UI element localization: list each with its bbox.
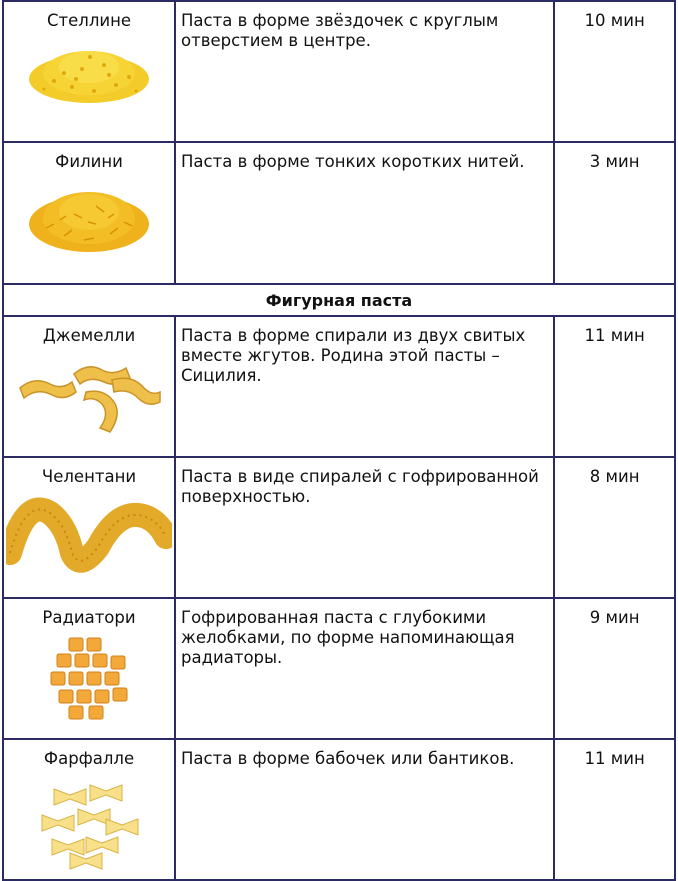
pasta-radiatori-icon xyxy=(39,634,139,724)
description-cell: Гофрированная паста с глубокими желобками, по форме напоминающая радиаторы. xyxy=(175,598,554,739)
name-cell xyxy=(3,1,175,142)
cooking-time-cell: 11 мин xyxy=(554,316,675,457)
table-row xyxy=(3,316,675,457)
pasta-name: Челентани xyxy=(41,467,137,486)
pasta-name: Джемелли xyxy=(42,326,136,345)
name-cell xyxy=(3,142,175,284)
section-title: Фигурная паста xyxy=(3,284,675,316)
cooking-time-cell: 8 мин xyxy=(554,457,675,598)
description-cell: Паста в форме спирали из двух свитых вместе жгутов. Родина этой пасты – Сицилия. xyxy=(175,316,554,457)
table-row xyxy=(3,142,675,284)
pasta-filini-icon xyxy=(24,178,154,258)
name-cell xyxy=(3,598,175,739)
cooking-time-cell: 11 мин xyxy=(554,739,675,880)
pasta-gemelli-icon xyxy=(14,352,164,442)
name-cell xyxy=(3,739,175,880)
pasta-stelline-icon xyxy=(24,37,154,109)
table-row xyxy=(3,598,675,739)
pasta-name: Филини xyxy=(55,152,123,171)
name-cell xyxy=(3,457,175,598)
pasta-table xyxy=(2,0,676,881)
description-cell: Паста в форме бабочек или бантиков. xyxy=(175,739,554,880)
pasta-cellentani-icon xyxy=(6,493,172,573)
name-cell xyxy=(3,316,175,457)
description-cell: Паста в виде спиралей с гофрированной поверхностью. xyxy=(175,457,554,598)
description-cell: Паста в форме звёздочек с круглым отверстием в центре. xyxy=(175,1,554,142)
pasta-farfalle-icon xyxy=(34,775,144,871)
table-row xyxy=(3,739,675,880)
section-row xyxy=(3,284,675,316)
cooking-time-cell: 10 мин xyxy=(554,1,675,142)
description-cell: Паста в форме тонких коротких нитей. xyxy=(175,142,554,284)
cooking-time-cell: 3 мин xyxy=(554,142,675,284)
table-row xyxy=(3,1,675,142)
cooking-time-cell: 9 мин xyxy=(554,598,675,739)
table-row xyxy=(3,457,675,598)
pasta-name: Радиатори xyxy=(42,608,136,627)
pasta-name: Фарфалле xyxy=(43,749,135,768)
pasta-name: Стеллине xyxy=(46,11,132,30)
